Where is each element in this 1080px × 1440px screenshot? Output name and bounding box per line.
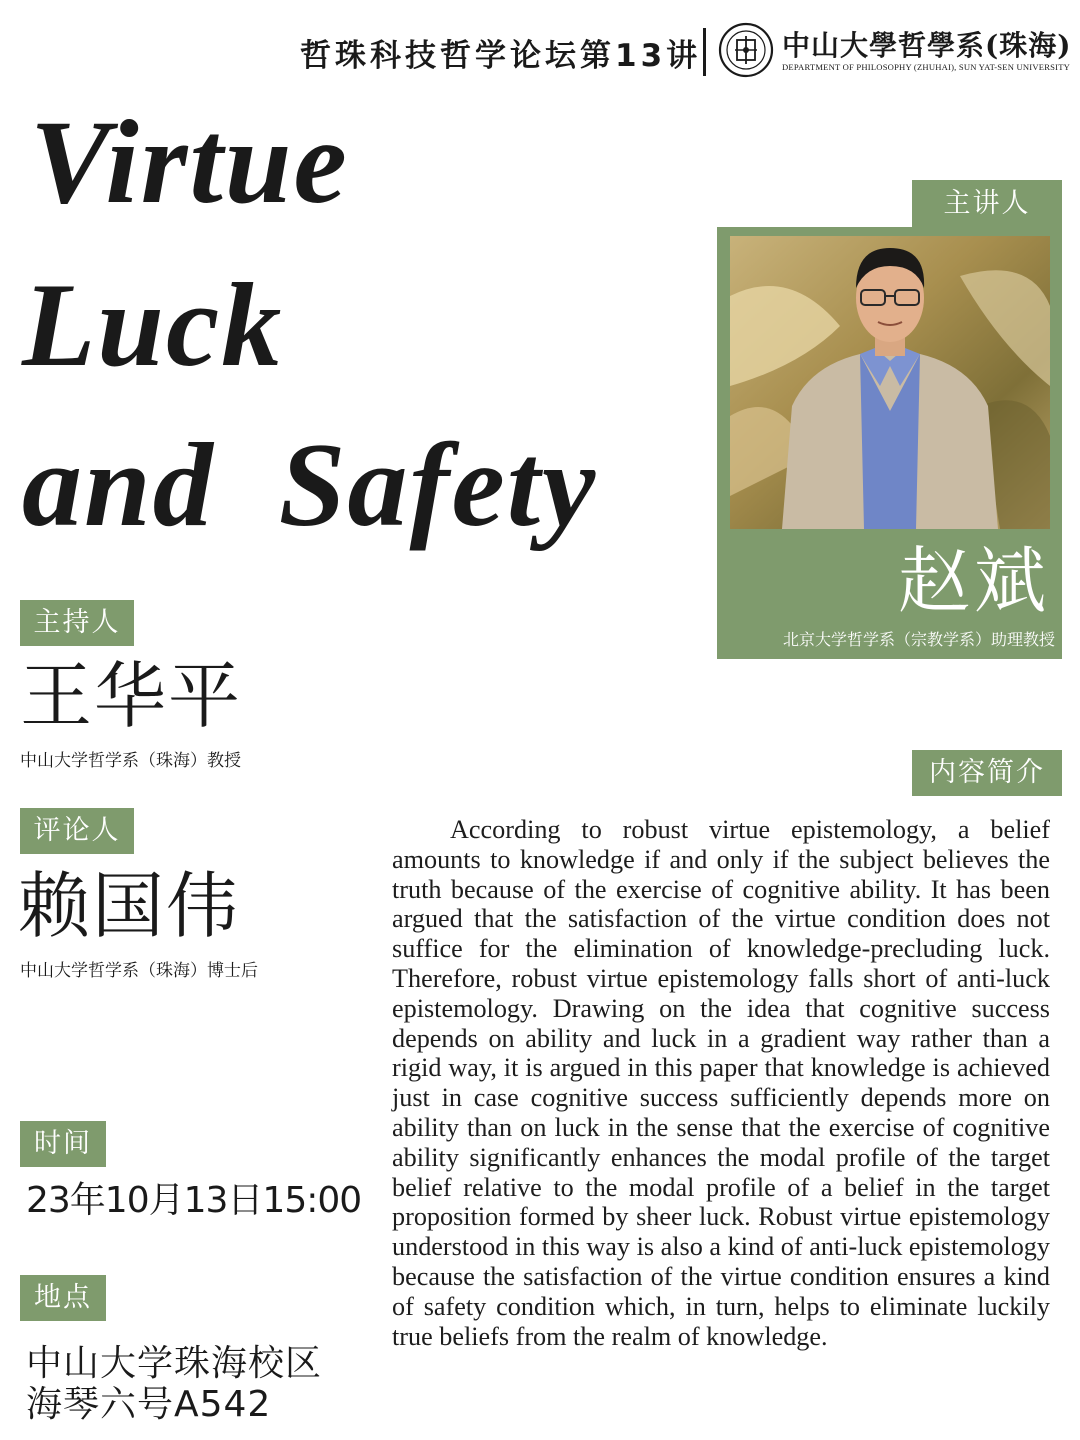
speaker-affiliation: 北京大学哲学系（宗教学系）助理教授 [782, 630, 1055, 649]
speaker-label: 主讲人 [912, 180, 1062, 228]
commentator-affiliation: 中山大学哲学系（珠海）博士后 [20, 961, 258, 981]
commentator-name: 赖国伟 [18, 864, 241, 948]
speaker-photo [730, 236, 1050, 529]
abstract-label: 内容简介 [912, 750, 1062, 796]
time-label: 时间 [20, 1121, 106, 1167]
place-line-1: 中山大学珠海校区 [26, 1343, 323, 1384]
host-name: 王华平 [20, 654, 243, 738]
talk-title-line-3: and Safety [22, 418, 598, 551]
header-divider [703, 28, 706, 76]
commentator-label: 评论人 [20, 808, 134, 854]
talk-title-line-1: Virtue [30, 95, 349, 228]
place-line-2: 海琴六号A542 [26, 1384, 272, 1425]
speaker-name: 赵斌 [897, 539, 1050, 623]
department-name-en: DEPARTMENT OF PHILOSOPHY (ZHUHAI), SUN YAT-SEN UNIVERSITY [782, 62, 1071, 72]
talk-title-line-2: Luck [22, 258, 284, 391]
time-value: 23年10月13日15:00 [26, 1180, 362, 1221]
host-label: 主持人 [20, 600, 134, 646]
place-label: 地点 [20, 1275, 106, 1321]
host-affiliation: 中山大学哲学系（珠海）教授 [20, 751, 241, 771]
abstract-text: According to robust virtue epistemology, a belief amounts to knowledge if and only if the subject believes the truth because of the exercise of cognitive ability. It has been argued that the satisfaction of the virtue condition does not suffice for the elimination of knowledge-precluding luck. Therefore, robust virtue epistemology falls short of anti-luck epistemology. Drawing on the idea that cognitive success depends on ability and luck in a gradient way rather than a rigid way, it is argued in this paper that knowledge is achieved just in case cognitive success sufficiently depends more on ability than on luck in the sense that the exercise of cognitive ability significantly enhances the modal profile of the target belief relative to the modal profile of a belief in the target proposition formed by sheer luck. Robust virtue epistemology understood in this way is also a kind of anti-luck epistemology because the satisfaction of the virtue condition ensures a kind of safety condition which, in turn, helps to eliminate luckily true beliefs from the realm of knowledge. [392, 815, 1050, 1351]
sysu-seal-icon [718, 22, 774, 78]
department-name-cn: 中山大學哲學系(珠海) [782, 29, 1072, 62]
series-title: 哲珠科技哲学论坛第13讲 [300, 38, 702, 74]
